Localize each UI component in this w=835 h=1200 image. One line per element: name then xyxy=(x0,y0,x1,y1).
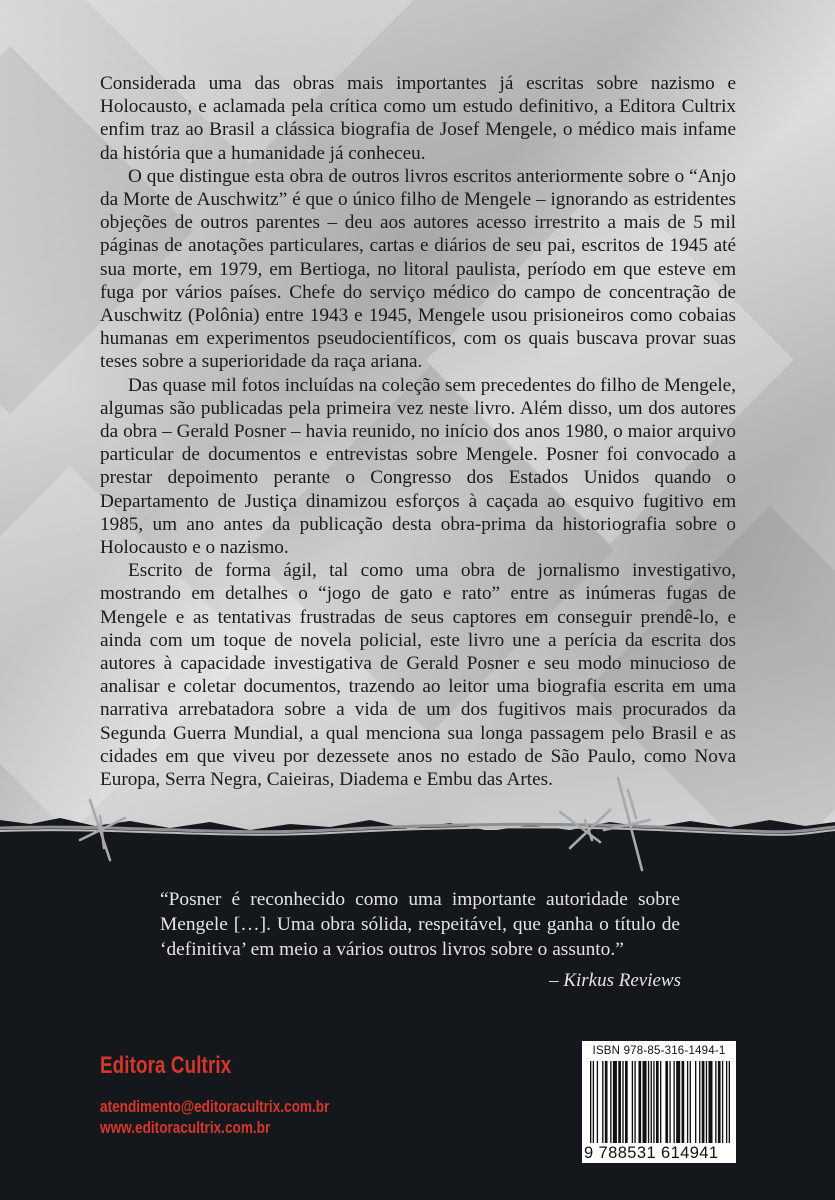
barcode-bars xyxy=(590,1061,730,1143)
publisher-name: Editora Cultrix xyxy=(100,1052,232,1079)
barcode-bar xyxy=(651,1061,652,1143)
review-quote-text: “Posner é reconhecido como uma importante autoridade sobre Mengele […]. Uma obra sólida, respeitável, que ganha o título de ‘definitiva’ em meio a vários outros livros sobre o assunto.” xyxy=(160,889,680,960)
barcode-bar xyxy=(687,1061,688,1143)
barcode-bar xyxy=(718,1061,721,1143)
barcode-bar xyxy=(673,1061,674,1143)
barcode-bar xyxy=(605,1061,608,1143)
barcode-bar xyxy=(602,1061,603,1143)
barcode-bar xyxy=(695,1061,696,1143)
review-attribution: – Kirkus Reviews xyxy=(549,970,681,991)
barcode-bar xyxy=(634,1061,635,1143)
barcode-bar xyxy=(613,1061,617,1143)
review-quote xyxy=(160,887,680,962)
barcode-bar xyxy=(618,1061,621,1143)
barcode-bar xyxy=(699,1061,700,1143)
publisher-website[interactable]: www.editoracultrix.com.br xyxy=(100,1118,271,1137)
barcode-digits: 9 788531 614941 xyxy=(584,1144,719,1162)
barcode-bar xyxy=(590,1061,591,1143)
barcode-bar xyxy=(706,1061,707,1143)
barcode-bar xyxy=(656,1061,659,1143)
publisher-email[interactable]: atendimento@editoracultrix.com.br xyxy=(100,1097,330,1116)
barcode-bar xyxy=(622,1061,623,1143)
barcode-bar xyxy=(722,1061,723,1143)
barcode-bar xyxy=(729,1061,730,1143)
barcode-bar xyxy=(665,1061,668,1143)
blurb-paragraph: Considerada uma das obras mais importantes já escritas sobre nazismo e Holocausto, e aclamada pela crítica como um estudo definitivo, a Editora Cultrix enfim traz ao Brasil a clássica biografia de Josef Mengele, o médico mais infame da história que a humanidade já conheceu. xyxy=(100,73,736,164)
barcode-bar xyxy=(682,1061,685,1143)
barcode-bar xyxy=(676,1061,680,1143)
barcode-bar xyxy=(660,1061,661,1143)
barcode-bar xyxy=(715,1061,716,1143)
barcode-bar xyxy=(593,1061,594,1143)
barcode-bar xyxy=(648,1061,649,1143)
barcode-bar xyxy=(690,1061,691,1143)
isbn-label: ISBN 978-85-316-1494-1 xyxy=(592,1045,726,1057)
barcode-bar xyxy=(597,1061,598,1143)
barcode-bar xyxy=(632,1061,633,1143)
barcode-bar xyxy=(669,1061,670,1143)
book-blurb xyxy=(100,72,736,791)
barcode-bar xyxy=(638,1061,641,1143)
barcode-bar xyxy=(726,1061,727,1143)
barcode-bar xyxy=(708,1061,712,1143)
blurb-paragraph: Das quase mil fotos incluídas na coleção sem precedentes do filho de Mengele, algumas são publicadas pela primeira vez neste livro. Além disso, um dos autores da obra – Gerald Posner – havia reunido, no início dos anos 1980, o maior arquivo particular de documentos e entrevistas sobre Mengele. Posner foi convocado a prestar depoimento perante o Congresso dos Estados Unidos quando o Departamento de Justiça dinamizou esforços à caçada ao esquivo fugitivo em 1985, um ano antes da publicação desta obra-prima da historiografia sobre o Holocausto e o nazismo. xyxy=(100,374,736,559)
barcode-bar xyxy=(625,1061,628,1143)
barcode-bar xyxy=(653,1061,654,1143)
barcode-bar xyxy=(643,1061,647,1143)
isbn-barcode xyxy=(582,1041,736,1163)
blurb-paragraph: Escrito de forma ágil, tal como uma obra de jornalismo investigativo, mostrando em detalhes o “jogo de gato e rato” entre as inúmeras fugas de Mengele e as tentativas frustradas de seus captores em conseguir prendê-lo, e ainda com um toque de novela policial, este livro une a perícia da escrita dos autores à capacidade investigativa de Gerald Posner e seu modo minucioso de analisar e coletar documentos, trazendo ao leitor uma biografia escrita em uma narrativa arrebatadora sobre a vida de um dos fugitivos mais procurados da Segunda Guerra Mundial, a qual menciona sua longa passagem pelo Brasil e as cidades em que viveu por dezessete anos no estado de São Paulo, como Nova Europa, Serra Negra, Caieiras, Diadema e Embu das Artes. xyxy=(100,560,736,791)
barcode-bar xyxy=(610,1061,611,1143)
blurb-paragraph: O que distingue esta obra de outros livros escritos anteriormente sobre o “Anjo da Morte de Auschwitz” é que o único filho de Mengele – ignorando as estridentes objeções de outros parentes – deu aos autores acesso irrestrito a mais de 5 mil páginas de anotações particulares, cartas e diários de seu pai, escritos de 1945 até sua morte, em 1979, em Bertioga, no litoral paulista, período em que esteve em fuga por vários países. Chefe do serviço médico do campo de concentração de Auschwitz (Polônia) entre 1943 e 1945, Mengele usou prisioneiros como cobaias humanas em experimentos pseudocientíficos, com os quais buscava provar suas teses sobre a superioridade da raça ariana. xyxy=(100,165,736,373)
barcode-bar xyxy=(702,1061,705,1143)
